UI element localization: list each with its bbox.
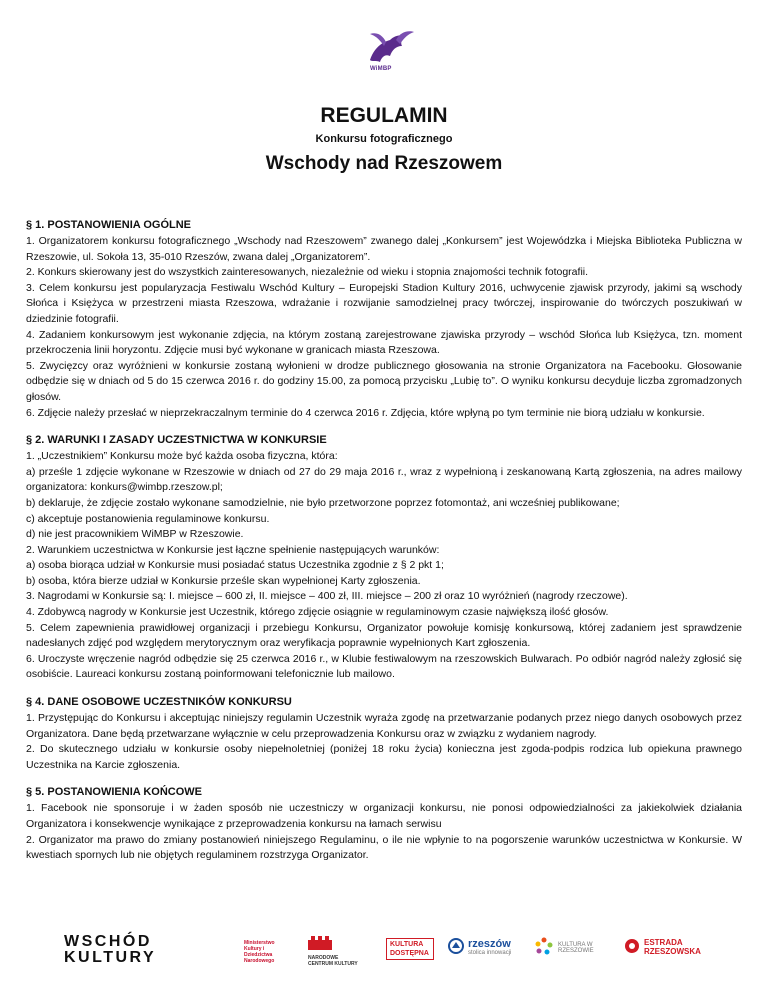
section-paragraph: 6. Zdjęcie należy przesłać w nieprzekraczalnym terminie do 4 czerwca 2016 r. Zdjęcia, które wpłyną po tym terminie nie biorą udziału w konkursie. <box>26 406 705 419</box>
section-paragraph: 4. Zdobywcą nagrody w Konkursie jest Uczestnik, którego zdjęcie osiągnie w regulaminowym czasie największą ilość głosów. <box>26 606 609 619</box>
section <box>26 695 742 773</box>
section-paragraph: b) deklaruje, że zdjęcie zostało wykonane samodzielnie, nie było przetworzone poprzez fotomontaż, ani wcześniej publikowane; <box>26 496 620 509</box>
section-paragraph: 2. Do skutecznego udziału w konkursie osoby niepełnoletniej (poniżej 18 roku życia) konieczna jest zgoda-podpis rodzica lub opiekuna prawnego Uczestnika na Karcie zgłoszenia. <box>26 743 742 771</box>
star-burst-icon <box>534 936 554 956</box>
section-paragraph: c) akceptuje postanowienia regulaminowe konkursu. <box>26 512 270 525</box>
estrada-icon <box>624 938 640 954</box>
kultura-rzeszow-logo <box>534 936 594 961</box>
wschod-line2: KULTURY <box>64 949 157 966</box>
section-heading: § 2. WARUNKI I ZASADY UCZESTNICTWA W KONKURSIE <box>26 434 327 447</box>
section-paragraph: 2. Konkurs skierowany jest do wszystkich zainteresowanych, niezależnie od wieku i stopnia znajomości technik fotografii. <box>26 266 589 279</box>
section-heading: § 1. POSTANOWIENIA OGÓLNE <box>26 219 192 231</box>
section-paragraph: 1. Facebook nie sponsoruje i w żaden sposób nie uczestniczy w organizacji konkursu, nie ponosi odpowiedzialności za jakiekolwiek działania Organizatora i konsekwencje wynikające z przeprowadzenia konkursu na łamach serwisu <box>26 802 742 830</box>
rzeszow-logo <box>448 938 512 959</box>
library-logo <box>356 28 416 84</box>
section-paragraph: 3. Celem konkursu jest popularyzacja Festiwalu Wschód Kultury – Europejski Stadion Kultury 2016, uchwycenie zjawisk przyrody, jakimi są wschody Słońca i Księżyca w przestrzeni miasta Rzeszowa, wdrażanie i rozwijanie samodzielnej pracy twórczej, inspirowanie do twórczych poszukiwań w dziedzinie fotografii. <box>26 281 742 325</box>
rzeszow-subtext: stolica innowacji <box>468 950 512 956</box>
section-paragraph: a) osoba biorąca udział w Konkursie musi posiadać status Uczestnika zgodnie z § 2 pkt 1; <box>26 559 444 572</box>
pegasus-icon <box>356 28 416 68</box>
section-paragraph: d) nie jest pracownikiem WiMBP w Rzeszowie. <box>26 528 244 541</box>
section-paragraph: b) osoba, która bierze udział w Konkursie prześle skan wypełnionej Karty zgłoszenia. <box>26 574 421 587</box>
section-paragraph: 4. Zadaniem konkursowym jest wykonanie zdjęcia, na którym zostaną zarejestrowane zjawiska przyrody – wschód Słońca lub Księżyca, tzn. moment przekroczenia linii horyzontu. Zdjęcie musi być wykonane w granicach miasta Rzeszowa. <box>26 328 742 357</box>
section-paragraph: 2. Warunkiem uczestnictwa w Konkursie jest łączne spełnienie następujących warunków: <box>26 543 440 556</box>
section-paragraph: a) prześle 1 zdjęcie wykonane w Rzeszowie w dniach od 27 do 29 maja 2016 r., wraz z wypełnioną i zeskanowaną Kartą zgłoszenia, na adres mailowy organizatora: konkurs@wimbp.rzeszow.pl; <box>26 465 742 494</box>
section-paragraph: 5. Celem zapewnienia prawidłowej organizacji i przebiegu Konkursu, Organizator powołuje komisję konkursową, której zadaniem jest sprawdzenie nadesłanych zdjęć pod względem merytorycznym oraz weryfikacja poprawnie wypełnionych Kart zgłoszenia. <box>26 621 742 650</box>
wschod-kultury-logo <box>64 934 156 966</box>
section-paragraph: 1. Organizatorem konkursu fotograficznego „Wschody nad Rzeszowem” zwanego dalej „Konkursem” jest Wojewódzka i Miejska Biblioteka Publiczna w Rzeszowie, ul. Sokoła 13, 35-010 Rzeszów, zwana dalej „Organizatorem”. <box>26 235 742 263</box>
rzeszow-icon <box>448 938 464 954</box>
page-subtitle: Konkursu fotograficznego <box>315 133 453 145</box>
ncn-text: NARODOWE CENTRUM KULTURY <box>308 955 358 967</box>
section-paragraph: 5. Zwycięzcy oraz wyróżnieni w konkursie zostaną wyłonieni w drodze publicznego głosowania na stronie Organizatora na Facebooku. Głosowanie odbędzie się w dniach od 5 do 15 czerwca 2016 r. do godziny 15.00, za pomocą przycisku „Lubię to”. O wyniku konkursu decyduje liczba zgromadzonych głosów. <box>26 359 742 403</box>
section-paragraph: 3. Nagrodami w Konkursie są: I. miejsce – 600 zł, II. miejsce – 400 zł, III. miejsce – 200 zł oraz 10 wyróżnień (nagrody rzeczowe). <box>26 590 628 603</box>
estrada-text: ESTRADA RZESZOWSKA <box>644 938 701 956</box>
sponsor-logos <box>64 934 704 974</box>
section <box>26 785 742 863</box>
section-paragraph: 2. Organizator ma prawo do zmiany postanowień niniejszego Regulaminu, o ile nie wpłynie to na pogorszenie warunków uczestnictwa w Konkursie. W kwestiach spornych lub nie objętych regulaminem rozstrzyga Organizator. <box>26 833 742 862</box>
section <box>26 218 742 421</box>
section-heading: § 5. POSTANOWIENIA KOŃCOWE <box>26 786 203 799</box>
ncn-logo <box>308 936 364 967</box>
section <box>26 433 742 683</box>
estrada-logo <box>624 938 701 959</box>
page-title: REGULAMIN <box>320 104 448 127</box>
wschod-line1: WSCHÓD <box>64 933 152 950</box>
document-body <box>26 218 742 876</box>
ncn-icon <box>308 936 332 950</box>
section-paragraph: 1. „Uczestnikiem” Konkursu może być każda osoba fizyczna, która: <box>26 450 338 463</box>
logo-text: WiMBP <box>370 66 392 72</box>
title-block <box>0 104 768 176</box>
ministerstwo-logo: Ministerstwo Kultury i Dziedzictwa Narodowego <box>244 940 275 964</box>
section-paragraph: 1. Przystępując do Konkursu i akceptując niniejszy regulamin Uczestnik wyraża zgodę na przetwarzanie podanych przez niego danych osobowych przez Organizatora. Dane będą przetwarzane wyłącznie w celu przeprowadzenia Konkursu oraz w związku z wydaniem nagrody. <box>26 712 742 740</box>
section-paragraph: 6. Uroczyste wręczenie nagród odbędzie się 25 czerwca 2016 r., w Klubie festiwalowym na rzeszowskich Bulwarach. Po odbiór nagród należy zgłosić się osobiście. Laureaci konkursu zostaną poinformowani telefonicznie lub mailowo. <box>26 652 742 681</box>
contest-name: Wschody nad Rzeszowem <box>265 153 503 174</box>
kultura-dostepna-logo: KULTURA DOSTĘPNA <box>386 938 434 960</box>
kultura-rzeszow-text: KULTURA W RZESZOWIE <box>558 942 594 954</box>
rzeszow-text: rzeszów <box>468 938 511 950</box>
section-heading: § 4. DANE OSOBOWE UCZESTNIKÓW KONKURSU <box>26 696 292 709</box>
